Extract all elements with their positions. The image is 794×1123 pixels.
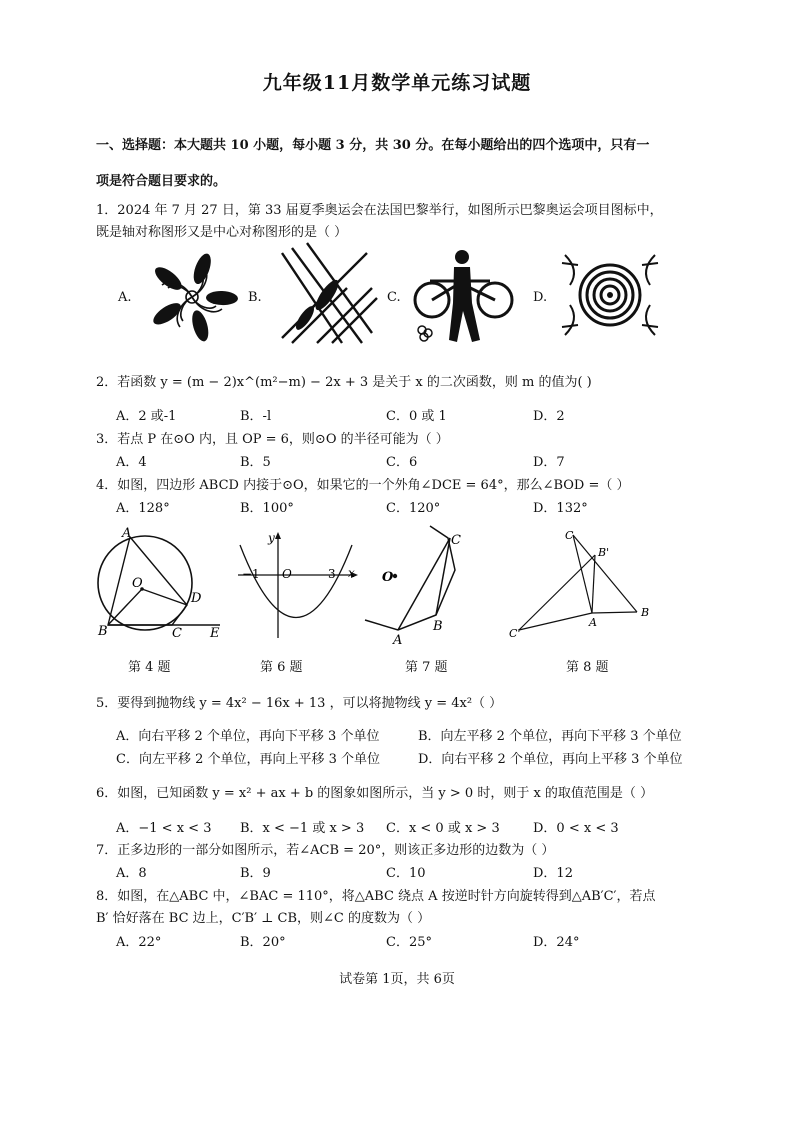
q7-option-d: D．12 bbox=[533, 866, 573, 881]
q8-option-a: A．22° bbox=[116, 935, 162, 950]
fig8-label-a: A bbox=[589, 616, 597, 629]
q6-stem: 6．如图，已知函数 y = x² + ax + b 的图象如图所示，当 y > 0 时，则于 x 的取值范围是（ ） bbox=[96, 786, 654, 801]
q4-option-c: C．120° bbox=[386, 501, 441, 516]
q1-option-c-label: C. bbox=[387, 290, 401, 305]
figure-4-circle-diagram bbox=[90, 525, 230, 645]
q5-option-c: C．向左平移 2 个单位，再向上平移 3 个单位 bbox=[116, 752, 381, 767]
fig6-label-y: y bbox=[268, 531, 275, 545]
page-footer: 试卷第 1页，共 6页 bbox=[339, 972, 455, 987]
q1-line2: 既是轴对称图形又是中心对称图形的是（ ） bbox=[96, 225, 348, 240]
q2-option-b: B．-l bbox=[240, 409, 272, 424]
q2-option-c: C．0 或 1 bbox=[386, 409, 447, 424]
q6-option-c: C．x < 0 或 x > 3 bbox=[386, 821, 500, 836]
fig6-label-minus-one: −1 bbox=[242, 567, 260, 581]
q7-stem: 7．正多边形的一部分如图所示，若∠ACB = 20°，则该正多边形的边数为（ ） bbox=[96, 843, 555, 858]
fig4-label-d: D bbox=[191, 591, 202, 606]
q1-option-b-label: B. bbox=[248, 290, 262, 305]
fig4-label-o: O bbox=[132, 576, 143, 591]
fig8-label-b: B bbox=[641, 606, 650, 619]
fencing-icon bbox=[277, 243, 377, 348]
fig6-label-x: x bbox=[348, 566, 355, 580]
page-title: 九年级11月数学单元练习试题 bbox=[262, 72, 532, 94]
q7-option-b: B．9 bbox=[240, 866, 271, 881]
pinwheel-icon bbox=[145, 250, 240, 345]
q2-stem: 2．若函数 y = (m − 2)x^(m²−m) − 2x + 3 是关于 x 的二次函数，则 m 的值为( ) bbox=[96, 375, 592, 390]
fig6-label-origin: O bbox=[282, 567, 292, 581]
fig4-label-c: C bbox=[172, 626, 182, 641]
q3-option-c: C．6 bbox=[386, 455, 418, 470]
q5-stem: 5．要得到抛物线 y = 4x² − 16x + 13 ，可以将抛物线 y = 4x²（ ） bbox=[96, 696, 503, 711]
q6-option-b: B．x < −1 或 x > 3 bbox=[240, 821, 365, 836]
q7-option-a: A．8 bbox=[116, 866, 147, 881]
q4-option-a: A．128° bbox=[116, 501, 170, 516]
section-heading-line2: 项是符合题目要求的。 bbox=[96, 174, 227, 189]
fig8-label-c: C bbox=[565, 529, 574, 542]
q3-stem: 3．若点 P 在⊙O 内，且 OP = 6，则⊙O 的半径可能为（ ） bbox=[96, 432, 449, 447]
q4-stem: 4．如图，四边形 ABCD 内接于⊙O，如果它的一个外角∠DCE = 64°，那么∠BOD =（ ） bbox=[96, 478, 630, 493]
fig7-label-a: A bbox=[393, 633, 403, 648]
fig8-caption: 第 8 题 bbox=[566, 660, 609, 675]
figure-8-rotation-diagram bbox=[505, 525, 665, 640]
q5-option-b: B．向左平移 2 个单位，再向下平移 3 个单位 bbox=[418, 729, 682, 744]
q2-option-d: D．2 bbox=[533, 409, 565, 424]
fig6-label-three: 3 bbox=[328, 567, 336, 581]
fig4-label-a: A bbox=[122, 526, 132, 541]
q5-option-d: D．向右平移 2 个单位，再向上平移 3 个单位 bbox=[418, 752, 683, 767]
fig6-caption: 第 6 题 bbox=[260, 660, 303, 675]
fig7-caption: 第 7 题 bbox=[405, 660, 448, 675]
q2-option-a: A．2 或-1 bbox=[116, 409, 177, 424]
q8-option-b: B．20° bbox=[240, 935, 286, 950]
q8-line2: B′ 恰好落在 BC 边上，C′B′ ⊥ CB，则∠C 的度数为（ ） bbox=[96, 911, 431, 926]
cycling-icon bbox=[410, 245, 520, 350]
figure-7-polygon-diagram bbox=[360, 530, 470, 648]
q8-line1: 8．如图，在△ABC 中，∠BAC = 110°，将△ABC 绕点 A 按逆时针方向旋转得到△AB′C′，若点 bbox=[96, 889, 656, 904]
fig8-label-c-prime: C' bbox=[509, 627, 521, 640]
q4-option-b: B．100° bbox=[240, 501, 294, 516]
q7-option-c: C．10 bbox=[386, 866, 426, 881]
fig4-label-e: E bbox=[210, 626, 220, 641]
q3-option-a: A．4 bbox=[116, 455, 147, 470]
figure-6-parabola-graph bbox=[230, 530, 365, 640]
q4-option-d: D．132° bbox=[533, 501, 588, 516]
fig4-label-b: B bbox=[98, 624, 108, 639]
q6-option-a: A．−1 < x < 3 bbox=[116, 821, 212, 836]
q3-option-b: B．5 bbox=[240, 455, 271, 470]
q8-option-d: D．24° bbox=[533, 935, 580, 950]
q1-option-a-label: A. bbox=[118, 290, 132, 305]
q1-option-d-label: D. bbox=[533, 290, 548, 305]
section-heading-line1: 一、选择题：本大题共 10 小题，每小题 3 分，共 30 分。在每小题给出的四个选项中，只有一 bbox=[96, 138, 650, 153]
fig8-label-b-prime: B' bbox=[598, 546, 610, 559]
fig7-label-b: B bbox=[433, 619, 443, 634]
archery-target-icon bbox=[560, 245, 660, 345]
fig4-caption: 第 4 题 bbox=[128, 660, 171, 675]
q8-option-c: C．25° bbox=[386, 935, 432, 950]
q1-line1: 1．2024 年 7 月 27 日，第 33 届夏季奥运会在法国巴黎举行，如图所示巴黎奥运会项目图标中， bbox=[96, 203, 663, 218]
fig7-label-c: C bbox=[451, 533, 461, 548]
q6-option-d: D．0 < x < 3 bbox=[533, 821, 619, 836]
q3-option-d: D．7 bbox=[533, 455, 565, 470]
q5-option-a: A．向右平移 2 个单位，再向下平移 3 个单位 bbox=[116, 729, 380, 744]
fig7-label-o: O bbox=[382, 570, 394, 585]
